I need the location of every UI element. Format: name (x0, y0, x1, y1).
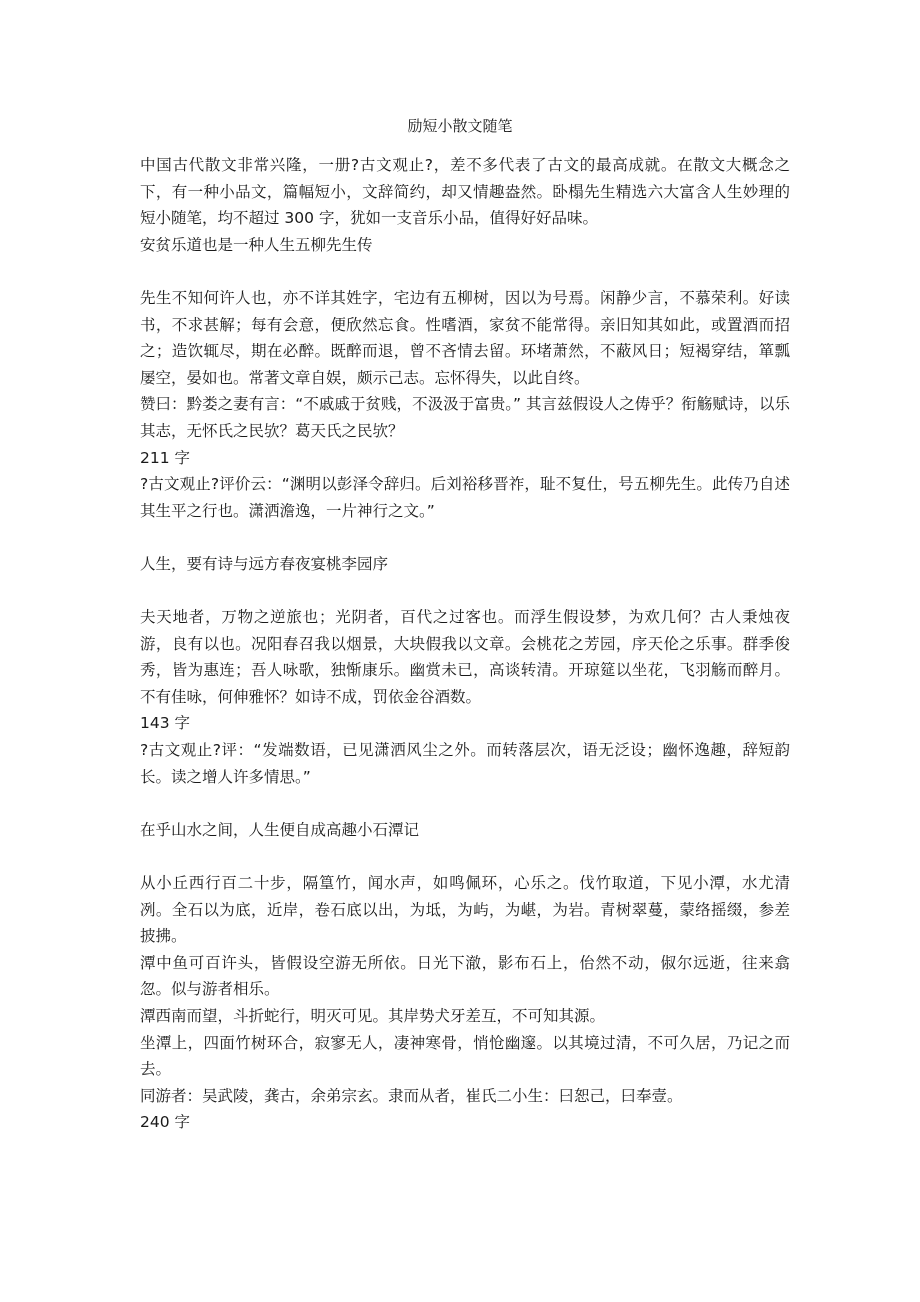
word-count: 143 字 (140, 714, 191, 733)
text-paragraph: 潭中鱼可百许头，皆假设空游无所依。日光下澈，影布石上，佁然不动，俶尔远逝，往来翕忽。似与游者相乐。 (140, 953, 790, 999)
section-heading: 人生，要有诗与远方春夜宴桃李园序 (140, 554, 389, 573)
intro-paragraph: 中国古代散文非常兴隆，一册?古文观止?，差不多代表了古文的最高成就。在散文大概念之下，有一种小品文，篇幅短小，文辞简约，却又情趣盎然。卧榻先生精选六大富含人生妙理的短小随笔，均不超过 300 字，犹如一支音乐小品，值得好好品味。 (140, 156, 790, 228)
text-paragraph: 夫天地者，万物之逆旅也；光阴者，百代之过客也。而浮生假设梦，为欢几何？古人秉烛夜游，良有以也。况阳春召我以烟景，大块假我以文章。会桃花之芳园，序天伦之乐事。群季俊秀，皆为惠连；吾人咏歌，独惭康乐。幽赏未已，高谈转清。开琼筵以坐花，飞羽觞而醉月。不有佳咏，何伸雅怀？如诗不成，罚依金谷酒数。 (140, 608, 790, 706)
text-paragraph: 坐潭上，四面竹树环合，寂寥无人，凄神寒骨，悄怆幽邃。以其境过清，不可久居，乃记之而去。 (140, 1033, 790, 1079)
paragraph-gap (140, 843, 790, 870)
word-count: 240 字 (140, 1113, 191, 1132)
section-heading: 安贫乐道也是一种人生五柳先生传 (140, 235, 373, 254)
paragraph-gap (140, 524, 790, 551)
paragraph-gap (140, 578, 790, 605)
text-paragraph: 赞曰：黔娄之妻有言：“不戚戚于贫贱，不汲汲于富贵。” 其言兹假设人之俦乎？衔觞赋诗，以乐其志，无怀氏之民欤？葛天氏之民欤？ (140, 395, 790, 440)
word-count: 211 字 (140, 448, 191, 467)
section-heading: 在乎山水之间，人生便自成高趣小石潭记 (140, 820, 420, 839)
document-title: 励短小散文随笔 (407, 117, 513, 135)
text-paragraph: 从小丘西行百二十步，隔篁竹，闻水声，如鸣佩环，心乐之。伐竹取道，下见小潭，水尤清冽。全石以为底，近岸，卷石底以出，为坻，为屿，为嵁，为岩。青树翠蔓，蒙络摇缀，参差披拂。 (140, 874, 790, 946)
document-body (140, 152, 790, 1136)
text-paragraph: 先生不知何许人也，亦不详其姓字，宅边有五柳树，因以为号焉。闲静少言，不慕荣利。好读书，不求甚解；每有会意，便欣然忘食。性嗜酒，家贫不能常得。亲旧知其如此，或置酒而招之；造饮辄尽，期在必醉。既醉而退，曾不吝情去留。环堵萧然，不蔽风日；短褐穿结，箪瓢屡空，晏如也。常著文章自娱，颇示己志。忘怀得失，以此自终。 (140, 288, 790, 387)
commentary-paragraph: ?古文观止?评价云：“渊明以彭泽令辞归。后刘裕移晋祚，耻不复仕，号五柳先生。此传乃自述其生平之行也。潇洒澹逸，一片神行之文。” (140, 475, 790, 520)
commentary-paragraph: ?古文观止?评：“发端数语，已见潇洒风尘之外。而转落层次，语无泛设；幽怀逸趣，辞短韵长。读之增人许多情思。” (140, 741, 790, 786)
paragraph-gap (140, 258, 790, 285)
text-paragraph: 同游者：吴武陵，龚古，余弟宗玄。隶而从者，崔氏二小生：曰恕己，曰奉壹。 (140, 1086, 683, 1105)
paragraph-gap (140, 790, 790, 817)
text-paragraph: 潭西南而望，斗折蛇行，明灭可见。其岸势犬牙差互，不可知其源。 (140, 1007, 606, 1025)
